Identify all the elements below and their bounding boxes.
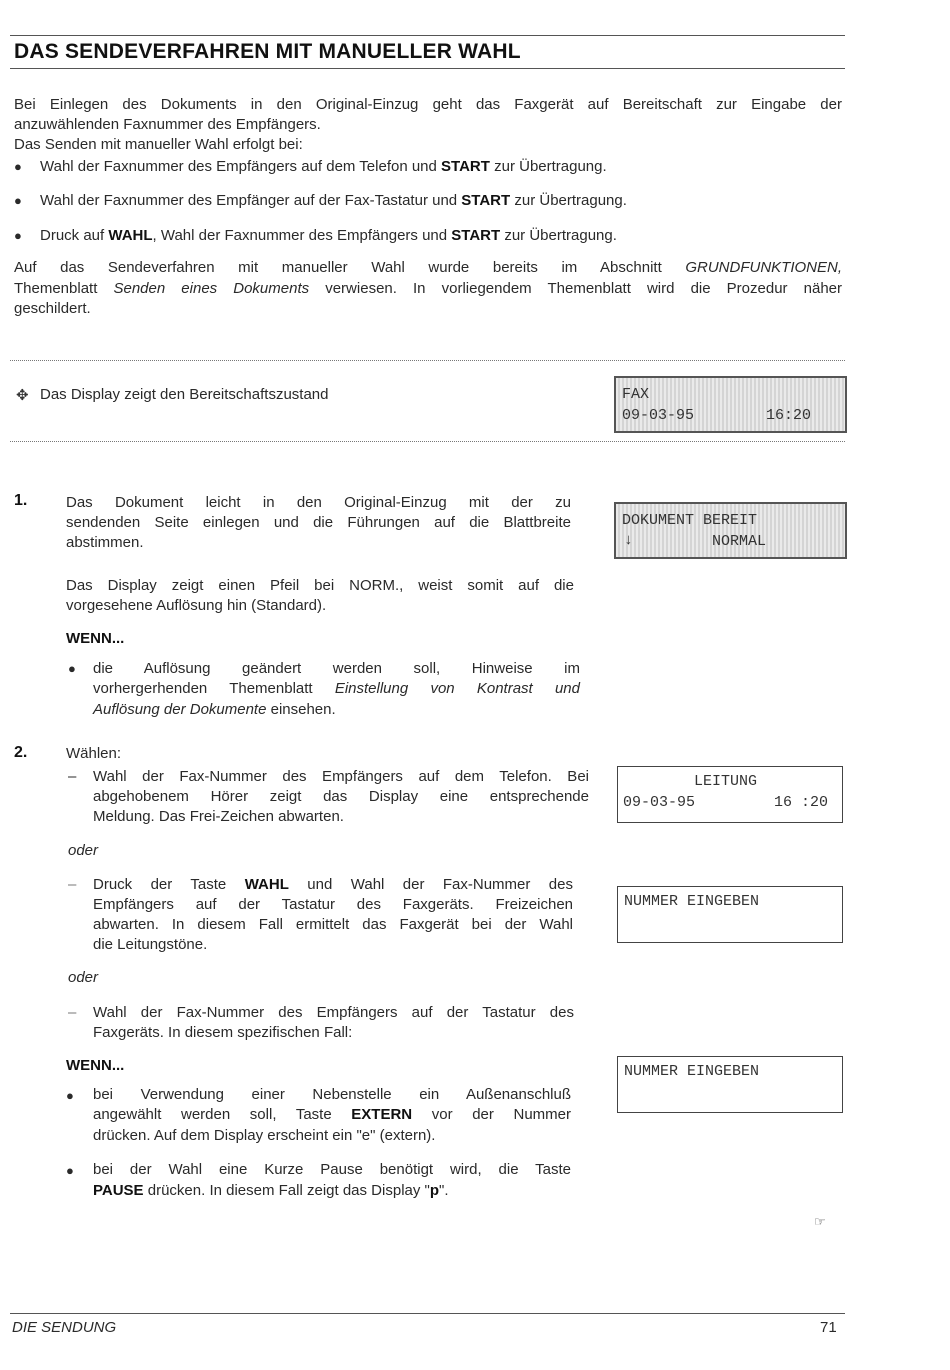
step2-oder-2: oder [68,969,99,986]
lcd-line-1: NUMMER EINGEBEN [624,1063,760,1080]
step2-opt2-line-1: Druck der Taste WAHL und Wahl der Fax-Nummer des [93,876,573,893]
step2-b1-line-3: drücken. Auf dem Display erscheint ein "e" (extern). [93,1127,436,1144]
dash-icon: – [68,768,77,785]
intro-bullet-2: Wahl der Faxnummer des Empfänger auf der Fax-Tastatur und START zur Übertragung. [40,192,627,209]
step2-b2-line-1: bei der Wahl eine Kurze Pause benötigt wird, die Taste [93,1161,571,1178]
step1-bullet-line-3: Auflösung der Dokumente einsehen. [93,701,336,718]
nummer-eingeben-lcd-1 [617,886,843,943]
dash-icon: – [68,876,77,893]
intro-para3-line-3: geschildert. [14,300,91,317]
step1-wenn: WENN... [66,630,125,647]
intro-line-3: Das Senden mit manueller Wahl erfolgt bei: [14,136,303,153]
step2-opt3-line-2: Faxgeräts. In diesem spezifischen Fall: [93,1024,353,1041]
intro-para3-line-1: Auf das Sendeverfahren mit manueller Wahl wurde bereits im Abschnitt GRUNDFUNKTIONEN, [14,259,842,276]
step2-opt1-line-3: Meldung. Das Frei-Zeichen abwarten. [93,808,344,825]
step2-b1-line-2: angewählt werden soll, Taste EXTERN vor der Nummer [93,1106,571,1123]
step2-opt2-line-3: abwarten. In diesem Fall ermittelt das Faxgerät bei der Wahl [93,916,573,933]
footer-rule [10,1313,845,1314]
leitung-lcd [617,766,843,823]
step1-lcd [614,502,847,559]
dot-bullet-icon: ● [68,661,76,676]
intro-para3-line-2: Themenblatt Senden eines Dokuments verwiesen. In vorliegendem Themenblatt wird die Prozedur näher [14,280,842,297]
lcd-date: 09-03-95 [622,407,695,424]
step2-b2-line-2: PAUSE drücken. In diesem Fall zeigt das Display "p". [93,1182,449,1199]
step-number-2: 2. [14,744,28,761]
dot-bullet-icon: ● [14,193,22,208]
top-rule [10,35,845,36]
intro-line-2: anzuwählenden Faxnummer des Empfängers. [14,116,321,133]
title-underline [10,68,845,69]
step2-opt3-line-1: Wahl der Fax-Nummer des Empfängers auf der Tastatur des [93,1004,574,1021]
dot-bullet-icon: ● [66,1163,74,1178]
step-number-1: 1. [14,492,28,509]
lcd-line-1: NUMMER EINGEBEN [624,893,760,910]
step1-line-5: vorgesehene Auflösung hin (Standard). [66,597,327,614]
step2-opt1-line-1: Wahl der Fax-Nummer des Empfängers auf dem Telefon. Bei [93,768,589,785]
page-number: 71 [820,1319,837,1336]
lcd-date: 09-03-95 [623,794,696,811]
four-diamond-icon: ✥ [16,387,29,404]
standby-text: Das Display zeigt den Bereitschaftszustand [40,386,329,403]
step2-opt1-line-2: abgehobenem Hörer zeigt das Display eine entsprechende [93,788,589,805]
step2-opt2-line-4: die Leitungstöne. [93,936,208,953]
dot-bullet-icon: ● [66,1088,74,1103]
standby-top-rule [10,360,845,361]
step1-bullet-line-2: vorhergerhenden Themenblatt Einstellung von Kontrast und [93,680,580,697]
lcd-line-1: DOKUMENT BEREIT [622,512,758,529]
intro-bullet-3: Druck auf WAHL, Wahl der Faxnummer des Empfängers und START zur Übertragung. [40,227,617,244]
page-title: DAS SENDEVERFAHREN MIT MANUELLER WAHL [14,40,521,63]
step2-b1-line-1: bei Verwendung einer Nebenstelle ein Außenanschluß [93,1086,571,1103]
lcd-line-1: LEITUNG [694,773,758,790]
step2-oder-1: oder [68,842,99,859]
standby-lcd [614,376,847,433]
lcd-line-1: FAX [622,386,650,403]
dash-icon: – [68,1004,77,1021]
arrow-down-icon: ↓ [624,532,634,549]
step1-line-3: abstimmen. [66,534,144,551]
nummer-eingeben-lcd-2 [617,1056,843,1113]
lcd-time: 16 :20 [774,794,829,811]
step1-line-1: Das Dokument leicht in den Original-Einzug mit der zu [66,494,571,511]
lcd-line-2: NORMAL [712,533,767,550]
step2-wenn: WENN... [66,1057,125,1074]
intro-line-1: Bei Einlegen des Dokuments in den Original-Einzug geht das Faxgerät auf Bereitschaft zur Eingabe der [14,96,842,113]
step2-opt2-line-2: Empfängers auf der Tastatur des Faxgeräts. Freizeichen [93,896,573,913]
footer-section: DIE SENDUNG [12,1319,117,1336]
dot-bullet-icon: ● [14,228,22,243]
step1-bullet-line-1: die Auflösung geändert werden soll, Hinweise im [93,660,580,677]
standby-bottom-rule [10,441,845,442]
lcd-time: 16:20 [766,407,812,424]
dot-bullet-icon: ● [14,159,22,174]
intro-bullet-1: Wahl der Faxnummer des Empfängers auf dem Telefon und START zur Übertragung. [40,158,607,175]
step2-intro: Wählen: [66,745,122,762]
pointing-hand-icon: ☞ [814,1214,826,1229]
step1-line-4: Das Display zeigt einen Pfeil bei NORM., weist somit auf die [66,577,574,594]
step1-line-2: sendenden Seite einlegen und die Führungen auf die Blattbreite [66,514,571,531]
